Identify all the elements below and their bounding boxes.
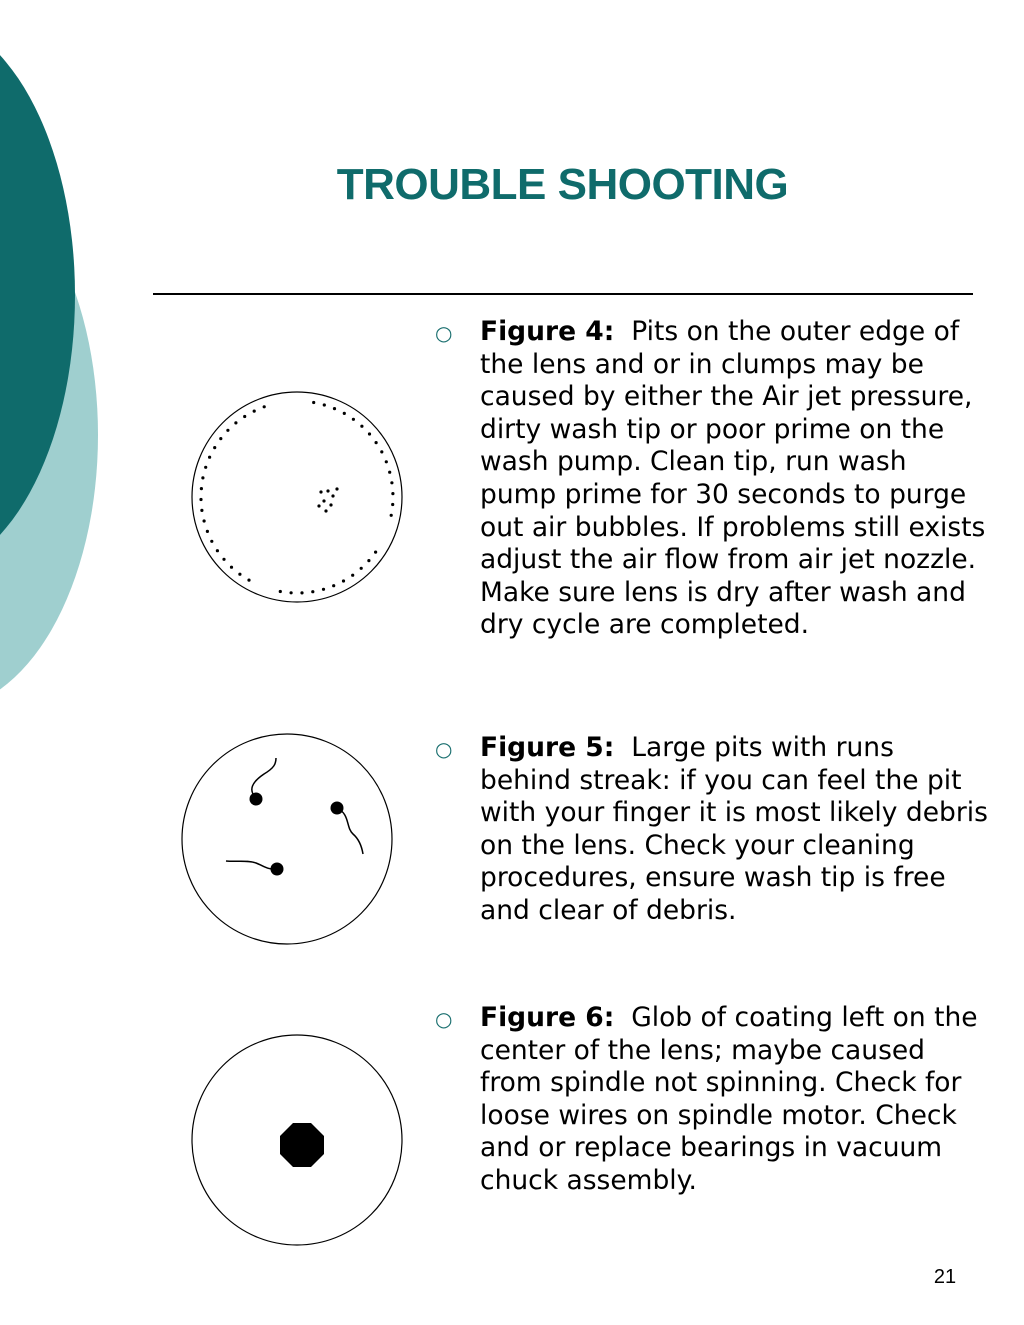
edge-pit — [253, 410, 256, 413]
edge-pit — [332, 584, 335, 587]
edge-pit — [375, 441, 378, 444]
edge-pit — [216, 549, 219, 552]
edge-pit — [360, 567, 363, 570]
lens-outline — [182, 734, 392, 944]
edge-pit — [222, 558, 225, 561]
bullet-circle-icon: ○ — [435, 1007, 453, 1031]
edge-pit — [352, 418, 355, 421]
bullet-circle-icon: ○ — [435, 321, 453, 345]
edge-pit — [238, 573, 241, 576]
edge-pit — [391, 492, 394, 495]
edge-pit — [247, 579, 250, 582]
edge-pit — [368, 432, 371, 435]
figure-6-lens — [188, 1031, 406, 1249]
edge-pit — [380, 450, 383, 453]
coating-glob — [280, 1123, 324, 1167]
large-pits-with-runs — [226, 758, 363, 876]
edge-pit — [234, 421, 237, 424]
edge-pit — [322, 588, 325, 591]
edge-pit — [367, 559, 370, 562]
bullet-figure-6 — [430, 1002, 990, 1198]
edge-pit — [390, 481, 393, 484]
edge-pit — [263, 405, 266, 408]
edge-pit — [343, 412, 346, 415]
bullet-body: Large pits with runs behind streak: if you can feel the pit with your finger it is most likely debris on the lens. Check your cleaning procedures, ensure wash tip is free and clear of debris. — [480, 732, 988, 926]
edge-pit — [279, 590, 282, 593]
edge-pit — [360, 425, 363, 428]
edge-pit — [213, 446, 216, 449]
bullet-circle-icon: ○ — [435, 737, 453, 761]
edge-pit — [203, 519, 206, 522]
edge-pit — [374, 551, 377, 554]
edge-pit — [199, 498, 202, 501]
edge-pit — [312, 401, 315, 404]
edge-pit — [219, 437, 222, 440]
slide-title: TROUBLE SHOOTING — [336, 160, 789, 209]
bullet-body: Pits on the outer edge of the lens and or in clumps may be caused by either the Air jet pressure, dirty wash tip or poor prime on the wash pump. Clean tip, run wash pump prime for 30 seconds to purge out air bubbles. If problems still exists adjust the air flow from air jet nozzle. Make sure lens is dry after wash and dry cycle are completed. — [480, 316, 986, 641]
edge-pit — [323, 403, 326, 406]
bullet-figure-5 — [430, 732, 990, 928]
edge-pit — [204, 466, 207, 469]
edge-pit — [208, 456, 211, 459]
edge-pit — [200, 487, 203, 490]
edge-pit — [388, 471, 391, 474]
edge-pit — [226, 429, 229, 432]
lens-outline — [192, 392, 402, 602]
edge-pit — [342, 579, 345, 582]
figure-4-lens — [188, 388, 406, 606]
figure-5-lens — [178, 730, 396, 948]
pit-clump — [317, 487, 338, 512]
edge-pit — [290, 591, 293, 594]
title-divider — [153, 293, 973, 295]
edge-pit — [206, 530, 209, 533]
bullet-body: Glob of coating left on the center of the lens; maybe caused from spindle not spinning. Check for loose wires on spindle motor. Check and or replace bearings in vacuum chuck assembly. — [480, 1002, 978, 1196]
page-number: 21 — [933, 1266, 957, 1288]
decorative-side-shapes — [0, 0, 110, 700]
edge-pit — [243, 415, 246, 418]
bullet-figure-4 — [430, 316, 990, 642]
edge-pits — [199, 401, 394, 595]
edge-pit — [230, 566, 233, 569]
bullet-label: Figure 6: — [480, 1002, 615, 1033]
edge-pit — [351, 574, 354, 577]
edge-pit — [333, 407, 336, 410]
edge-pit — [200, 509, 203, 512]
bullet-label: Figure 5: — [480, 732, 615, 763]
edge-pit — [385, 460, 388, 463]
bullet-label: Figure 4: — [480, 316, 615, 347]
edge-pit — [210, 540, 213, 543]
edge-pit — [201, 476, 204, 479]
edge-pit — [300, 591, 303, 594]
edge-pit — [311, 590, 314, 593]
edge-pit — [390, 514, 393, 517]
edge-pit — [391, 503, 394, 506]
